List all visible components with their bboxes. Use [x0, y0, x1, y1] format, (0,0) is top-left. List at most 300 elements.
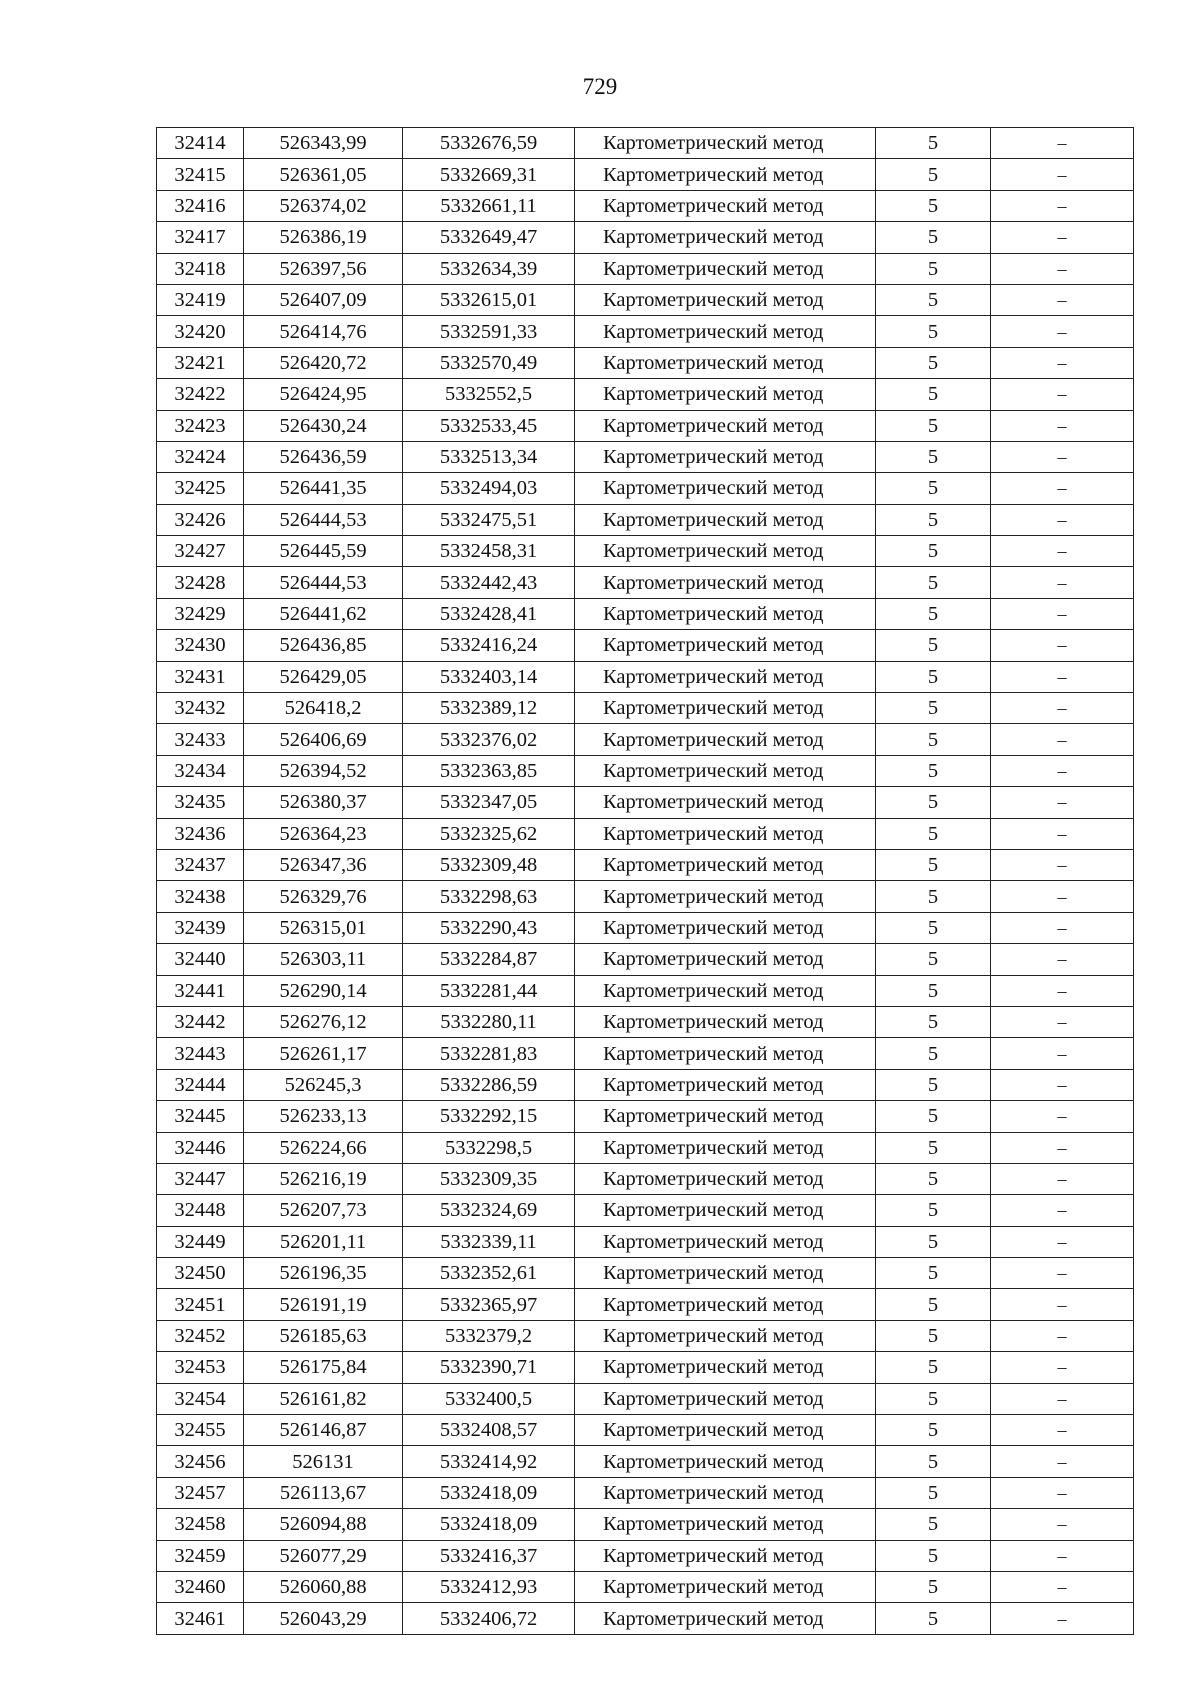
method-cell: Картометрический метод	[575, 912, 876, 943]
table-row	[157, 347, 1134, 378]
x-coordinate-cell: 526380,37	[244, 787, 403, 818]
table-row	[157, 1006, 1134, 1037]
point-number-cell: 32424	[157, 441, 244, 472]
point-number-cell: 32422	[157, 379, 244, 410]
point-number-cell: 32421	[157, 347, 244, 378]
y-coordinate-cell: 5332292,15	[403, 1101, 575, 1132]
table-row	[157, 661, 1134, 692]
description-cell: –	[991, 1101, 1134, 1132]
table-row	[157, 284, 1134, 315]
method-cell: Картометрический метод	[575, 1571, 876, 1602]
method-cell: Картометрический метод	[575, 1195, 876, 1226]
accuracy-cell: 5	[876, 1289, 991, 1320]
y-coordinate-cell: 5332406,72	[403, 1603, 575, 1634]
method-cell: Картометрический метод	[575, 881, 876, 912]
method-cell: Картометрический метод	[575, 284, 876, 315]
method-cell: Картометрический метод	[575, 504, 876, 535]
accuracy-cell: 5	[876, 253, 991, 284]
description-cell: –	[991, 912, 1134, 943]
description-cell: –	[991, 1477, 1134, 1508]
description-cell: –	[991, 1195, 1134, 1226]
y-coordinate-cell: 5332416,37	[403, 1540, 575, 1571]
method-cell: Картометрический метод	[575, 159, 876, 190]
point-number-cell: 32454	[157, 1383, 244, 1414]
method-cell: Картометрический метод	[575, 253, 876, 284]
x-coordinate-cell: 526414,76	[244, 316, 403, 347]
point-number-cell: 32414	[157, 128, 244, 159]
accuracy-cell: 5	[876, 410, 991, 441]
table-row	[157, 787, 1134, 818]
description-cell: –	[991, 1226, 1134, 1257]
accuracy-cell: 5	[876, 849, 991, 880]
table-row	[157, 1540, 1134, 1571]
x-coordinate-cell: 526196,35	[244, 1258, 403, 1289]
x-coordinate-cell: 526436,59	[244, 441, 403, 472]
description-cell: –	[991, 881, 1134, 912]
accuracy-cell: 5	[876, 347, 991, 378]
coordinates-table	[156, 127, 1134, 1635]
x-coordinate-cell: 526361,05	[244, 159, 403, 190]
table-row	[157, 1571, 1134, 1602]
description-cell: –	[991, 787, 1134, 818]
method-cell: Картометрический метод	[575, 1006, 876, 1037]
x-coordinate-cell: 526303,11	[244, 944, 403, 975]
x-coordinate-cell: 526276,12	[244, 1006, 403, 1037]
accuracy-cell: 5	[876, 693, 991, 724]
description-cell: –	[991, 1006, 1134, 1037]
method-cell: Картометрический метод	[575, 1477, 876, 1508]
accuracy-cell: 5	[876, 787, 991, 818]
accuracy-cell: 5	[876, 818, 991, 849]
table-row	[157, 693, 1134, 724]
accuracy-cell: 5	[876, 441, 991, 472]
table-row	[157, 536, 1134, 567]
x-coordinate-cell: 526444,53	[244, 567, 403, 598]
point-number-cell: 32449	[157, 1226, 244, 1257]
method-cell: Картометрический метод	[575, 1540, 876, 1571]
y-coordinate-cell: 5332408,57	[403, 1415, 575, 1446]
method-cell: Картометрический метод	[575, 755, 876, 786]
point-number-cell: 32428	[157, 567, 244, 598]
table-row	[157, 316, 1134, 347]
point-number-cell: 32443	[157, 1038, 244, 1069]
method-cell: Картометрический метод	[575, 536, 876, 567]
y-coordinate-cell: 5332324,69	[403, 1195, 575, 1226]
x-coordinate-cell: 526245,3	[244, 1069, 403, 1100]
description-cell: –	[991, 755, 1134, 786]
y-coordinate-cell: 5332286,59	[403, 1069, 575, 1100]
method-cell: Картометрический метод	[575, 661, 876, 692]
x-coordinate-cell: 526407,09	[244, 284, 403, 315]
y-coordinate-cell: 5332339,11	[403, 1226, 575, 1257]
y-coordinate-cell: 5332615,01	[403, 284, 575, 315]
point-number-cell: 32438	[157, 881, 244, 912]
method-cell: Картометрический метод	[575, 1038, 876, 1069]
table-row	[157, 567, 1134, 598]
method-cell: Картометрический метод	[575, 410, 876, 441]
point-number-cell: 32432	[157, 693, 244, 724]
x-coordinate-cell: 526224,66	[244, 1132, 403, 1163]
description-cell: –	[991, 944, 1134, 975]
y-coordinate-cell: 5332347,05	[403, 787, 575, 818]
method-cell: Картометрический метод	[575, 787, 876, 818]
point-number-cell: 32447	[157, 1163, 244, 1194]
method-cell: Картометрический метод	[575, 975, 876, 1006]
description-cell: –	[991, 693, 1134, 724]
method-cell: Картометрический метод	[575, 1352, 876, 1383]
y-coordinate-cell: 5332669,31	[403, 159, 575, 190]
method-cell: Картометрический метод	[575, 567, 876, 598]
method-cell: Картометрический метод	[575, 1226, 876, 1257]
accuracy-cell: 5	[876, 504, 991, 535]
method-cell: Картометрический метод	[575, 1163, 876, 1194]
table-row	[157, 755, 1134, 786]
x-coordinate-cell: 526441,35	[244, 473, 403, 504]
y-coordinate-cell: 5332418,09	[403, 1509, 575, 1540]
x-coordinate-cell: 526094,88	[244, 1509, 403, 1540]
table-row	[157, 410, 1134, 441]
description-cell: –	[991, 379, 1134, 410]
accuracy-cell: 5	[876, 755, 991, 786]
point-number-cell: 32441	[157, 975, 244, 1006]
method-cell: Картометрический метод	[575, 473, 876, 504]
table-row	[157, 818, 1134, 849]
description-cell: –	[991, 1540, 1134, 1571]
description-cell: –	[991, 630, 1134, 661]
table-row	[157, 912, 1134, 943]
point-number-cell: 32415	[157, 159, 244, 190]
table-row	[157, 1069, 1134, 1100]
x-coordinate-cell: 526445,59	[244, 536, 403, 567]
method-cell: Картометрический метод	[575, 1289, 876, 1320]
table-row	[157, 379, 1134, 410]
table-row	[157, 253, 1134, 284]
accuracy-cell: 5	[876, 1571, 991, 1602]
accuracy-cell: 5	[876, 284, 991, 315]
coordinates-table-body	[157, 128, 1134, 1635]
y-coordinate-cell: 5332533,45	[403, 410, 575, 441]
point-number-cell: 32458	[157, 1509, 244, 1540]
point-number-cell: 32427	[157, 536, 244, 567]
x-coordinate-cell: 526397,56	[244, 253, 403, 284]
description-cell: –	[991, 1069, 1134, 1100]
accuracy-cell: 5	[876, 128, 991, 159]
accuracy-cell: 5	[876, 567, 991, 598]
method-cell: Картометрический метод	[575, 693, 876, 724]
accuracy-cell: 5	[876, 1540, 991, 1571]
table-row	[157, 1446, 1134, 1477]
x-coordinate-cell: 526161,82	[244, 1383, 403, 1414]
x-coordinate-cell: 526386,19	[244, 222, 403, 253]
description-cell: –	[991, 1038, 1134, 1069]
x-coordinate-cell: 526207,73	[244, 1195, 403, 1226]
accuracy-cell: 5	[876, 1101, 991, 1132]
table-row	[157, 1477, 1134, 1508]
y-coordinate-cell: 5332290,43	[403, 912, 575, 943]
x-coordinate-cell: 526329,76	[244, 881, 403, 912]
table-row	[157, 881, 1134, 912]
y-coordinate-cell: 5332280,11	[403, 1006, 575, 1037]
description-cell: –	[991, 190, 1134, 221]
accuracy-cell: 5	[876, 661, 991, 692]
table-row	[157, 190, 1134, 221]
point-number-cell: 32444	[157, 1069, 244, 1100]
description-cell: –	[991, 441, 1134, 472]
table-row	[157, 1195, 1134, 1226]
table-row	[157, 724, 1134, 755]
y-coordinate-cell: 5332416,24	[403, 630, 575, 661]
accuracy-cell: 5	[876, 379, 991, 410]
description-cell: –	[991, 1352, 1134, 1383]
point-number-cell: 32434	[157, 755, 244, 786]
point-number-cell: 32450	[157, 1258, 244, 1289]
point-number-cell: 32419	[157, 284, 244, 315]
method-cell: Картометрический метод	[575, 1132, 876, 1163]
point-number-cell: 32453	[157, 1352, 244, 1383]
y-coordinate-cell: 5332591,33	[403, 316, 575, 347]
description-cell: –	[991, 1415, 1134, 1446]
point-number-cell: 32440	[157, 944, 244, 975]
table-row	[157, 222, 1134, 253]
y-coordinate-cell: 5332552,5	[403, 379, 575, 410]
point-number-cell: 32435	[157, 787, 244, 818]
accuracy-cell: 5	[876, 975, 991, 1006]
point-number-cell: 32457	[157, 1477, 244, 1508]
accuracy-cell: 5	[876, 1195, 991, 1226]
accuracy-cell: 5	[876, 1446, 991, 1477]
accuracy-cell: 5	[876, 1069, 991, 1100]
table-row	[157, 1289, 1134, 1320]
description-cell: –	[991, 1163, 1134, 1194]
table-row	[157, 1163, 1134, 1194]
accuracy-cell: 5	[876, 1258, 991, 1289]
point-number-cell: 32429	[157, 598, 244, 629]
description-cell: –	[991, 284, 1134, 315]
table-row	[157, 1258, 1134, 1289]
point-number-cell: 32426	[157, 504, 244, 535]
description-cell: –	[991, 1509, 1134, 1540]
y-coordinate-cell: 5332281,44	[403, 975, 575, 1006]
table-row	[157, 1509, 1134, 1540]
y-coordinate-cell: 5332376,02	[403, 724, 575, 755]
y-coordinate-cell: 5332325,62	[403, 818, 575, 849]
x-coordinate-cell: 526077,29	[244, 1540, 403, 1571]
description-cell: –	[991, 1289, 1134, 1320]
x-coordinate-cell: 526113,67	[244, 1477, 403, 1508]
x-coordinate-cell: 526146,87	[244, 1415, 403, 1446]
x-coordinate-cell: 526131	[244, 1446, 403, 1477]
point-number-cell: 32436	[157, 818, 244, 849]
x-coordinate-cell: 526060,88	[244, 1571, 403, 1602]
x-coordinate-cell: 526444,53	[244, 504, 403, 535]
y-coordinate-cell: 5332475,51	[403, 504, 575, 535]
point-number-cell: 32437	[157, 849, 244, 880]
description-cell: –	[991, 975, 1134, 1006]
method-cell: Картометрический метод	[575, 1603, 876, 1634]
description-cell: –	[991, 504, 1134, 535]
x-coordinate-cell: 526374,02	[244, 190, 403, 221]
method-cell: Картометрический метод	[575, 1383, 876, 1414]
method-cell: Картометрический метод	[575, 724, 876, 755]
table-row	[157, 128, 1134, 159]
x-coordinate-cell: 526191,19	[244, 1289, 403, 1320]
method-cell: Картометрический метод	[575, 598, 876, 629]
y-coordinate-cell: 5332400,5	[403, 1383, 575, 1414]
x-coordinate-cell: 526343,99	[244, 128, 403, 159]
y-coordinate-cell: 5332414,92	[403, 1446, 575, 1477]
method-cell: Картометрический метод	[575, 1509, 876, 1540]
accuracy-cell: 5	[876, 598, 991, 629]
method-cell: Картометрический метод	[575, 1258, 876, 1289]
table-row	[157, 630, 1134, 661]
method-cell: Картометрический метод	[575, 1415, 876, 1446]
description-cell: –	[991, 1320, 1134, 1351]
description-cell: –	[991, 1603, 1134, 1634]
x-coordinate-cell: 526290,14	[244, 975, 403, 1006]
accuracy-cell: 5	[876, 944, 991, 975]
x-coordinate-cell: 526430,24	[244, 410, 403, 441]
table-row	[157, 849, 1134, 880]
table-row	[157, 598, 1134, 629]
accuracy-cell: 5	[876, 1038, 991, 1069]
accuracy-cell: 5	[876, 1477, 991, 1508]
point-number-cell: 32442	[157, 1006, 244, 1037]
x-coordinate-cell: 526216,19	[244, 1163, 403, 1194]
x-coordinate-cell: 526347,36	[244, 849, 403, 880]
point-number-cell: 32456	[157, 1446, 244, 1477]
accuracy-cell: 5	[876, 724, 991, 755]
accuracy-cell: 5	[876, 1509, 991, 1540]
y-coordinate-cell: 5332661,11	[403, 190, 575, 221]
method-cell: Картометрический метод	[575, 222, 876, 253]
description-cell: –	[991, 567, 1134, 598]
y-coordinate-cell: 5332412,93	[403, 1571, 575, 1602]
description-cell: –	[991, 1258, 1134, 1289]
table-row	[157, 1132, 1134, 1163]
y-coordinate-cell: 5332676,59	[403, 128, 575, 159]
y-coordinate-cell: 5332365,97	[403, 1289, 575, 1320]
point-number-cell: 32433	[157, 724, 244, 755]
x-coordinate-cell: 526175,84	[244, 1352, 403, 1383]
accuracy-cell: 5	[876, 316, 991, 347]
y-coordinate-cell: 5332403,14	[403, 661, 575, 692]
point-number-cell: 32431	[157, 661, 244, 692]
accuracy-cell: 5	[876, 222, 991, 253]
point-number-cell: 32446	[157, 1132, 244, 1163]
point-number-cell: 32445	[157, 1101, 244, 1132]
point-number-cell: 32460	[157, 1571, 244, 1602]
y-coordinate-cell: 5332363,85	[403, 755, 575, 786]
table-row	[157, 1038, 1134, 1069]
y-coordinate-cell: 5332634,39	[403, 253, 575, 284]
y-coordinate-cell: 5332570,49	[403, 347, 575, 378]
accuracy-cell: 5	[876, 159, 991, 190]
x-coordinate-cell: 526315,01	[244, 912, 403, 943]
table-row	[157, 1603, 1134, 1634]
description-cell: –	[991, 473, 1134, 504]
table-row	[157, 441, 1134, 472]
method-cell: Картометрический метод	[575, 1101, 876, 1132]
table-row	[157, 1320, 1134, 1351]
accuracy-cell: 5	[876, 1383, 991, 1414]
x-coordinate-cell: 526043,29	[244, 1603, 403, 1634]
method-cell: Картометрический метод	[575, 944, 876, 975]
method-cell: Картометрический метод	[575, 1069, 876, 1100]
description-cell: –	[991, 159, 1134, 190]
y-coordinate-cell: 5332352,61	[403, 1258, 575, 1289]
method-cell: Картометрический метод	[575, 1446, 876, 1477]
table-row	[157, 159, 1134, 190]
method-cell: Картометрический метод	[575, 630, 876, 661]
y-coordinate-cell: 5332458,31	[403, 536, 575, 567]
table-row	[157, 1101, 1134, 1132]
point-number-cell: 32425	[157, 473, 244, 504]
table-row	[157, 1415, 1134, 1446]
x-coordinate-cell: 526420,72	[244, 347, 403, 378]
description-cell: –	[991, 536, 1134, 567]
table-row	[157, 975, 1134, 1006]
x-coordinate-cell: 526201,11	[244, 1226, 403, 1257]
description-cell: –	[991, 724, 1134, 755]
point-number-cell: 32417	[157, 222, 244, 253]
table-row	[157, 944, 1134, 975]
table-row	[157, 504, 1134, 535]
y-coordinate-cell: 5332298,5	[403, 1132, 575, 1163]
description-cell: –	[991, 598, 1134, 629]
accuracy-cell: 5	[876, 1132, 991, 1163]
y-coordinate-cell: 5332428,41	[403, 598, 575, 629]
description-cell: –	[991, 1571, 1134, 1602]
method-cell: Картометрический метод	[575, 190, 876, 221]
y-coordinate-cell: 5332442,43	[403, 567, 575, 598]
description-cell: –	[991, 818, 1134, 849]
point-number-cell: 32455	[157, 1415, 244, 1446]
description-cell: –	[991, 1446, 1134, 1477]
point-number-cell: 32448	[157, 1195, 244, 1226]
point-number-cell: 32420	[157, 316, 244, 347]
description-cell: –	[991, 849, 1134, 880]
point-number-cell: 32451	[157, 1289, 244, 1320]
accuracy-cell: 5	[876, 1352, 991, 1383]
description-cell: –	[991, 316, 1134, 347]
y-coordinate-cell: 5332281,83	[403, 1038, 575, 1069]
y-coordinate-cell: 5332284,87	[403, 944, 575, 975]
method-cell: Картометрический метод	[575, 347, 876, 378]
table-row	[157, 1383, 1134, 1414]
accuracy-cell: 5	[876, 1603, 991, 1634]
x-coordinate-cell: 526261,17	[244, 1038, 403, 1069]
x-coordinate-cell: 526424,95	[244, 379, 403, 410]
accuracy-cell: 5	[876, 190, 991, 221]
description-cell: –	[991, 1132, 1134, 1163]
method-cell: Картометрический метод	[575, 379, 876, 410]
table-row	[157, 1352, 1134, 1383]
accuracy-cell: 5	[876, 630, 991, 661]
y-coordinate-cell: 5332309,35	[403, 1163, 575, 1194]
description-cell: –	[991, 347, 1134, 378]
point-number-cell: 32418	[157, 253, 244, 284]
point-number-cell: 32439	[157, 912, 244, 943]
point-number-cell: 32416	[157, 190, 244, 221]
page-number: 729	[582, 74, 618, 99]
x-coordinate-cell: 526436,85	[244, 630, 403, 661]
method-cell: Картометрический метод	[575, 1320, 876, 1351]
method-cell: Картометрический метод	[575, 128, 876, 159]
point-number-cell: 32461	[157, 1603, 244, 1634]
accuracy-cell: 5	[876, 881, 991, 912]
y-coordinate-cell: 5332418,09	[403, 1477, 575, 1508]
description-cell: –	[991, 128, 1134, 159]
